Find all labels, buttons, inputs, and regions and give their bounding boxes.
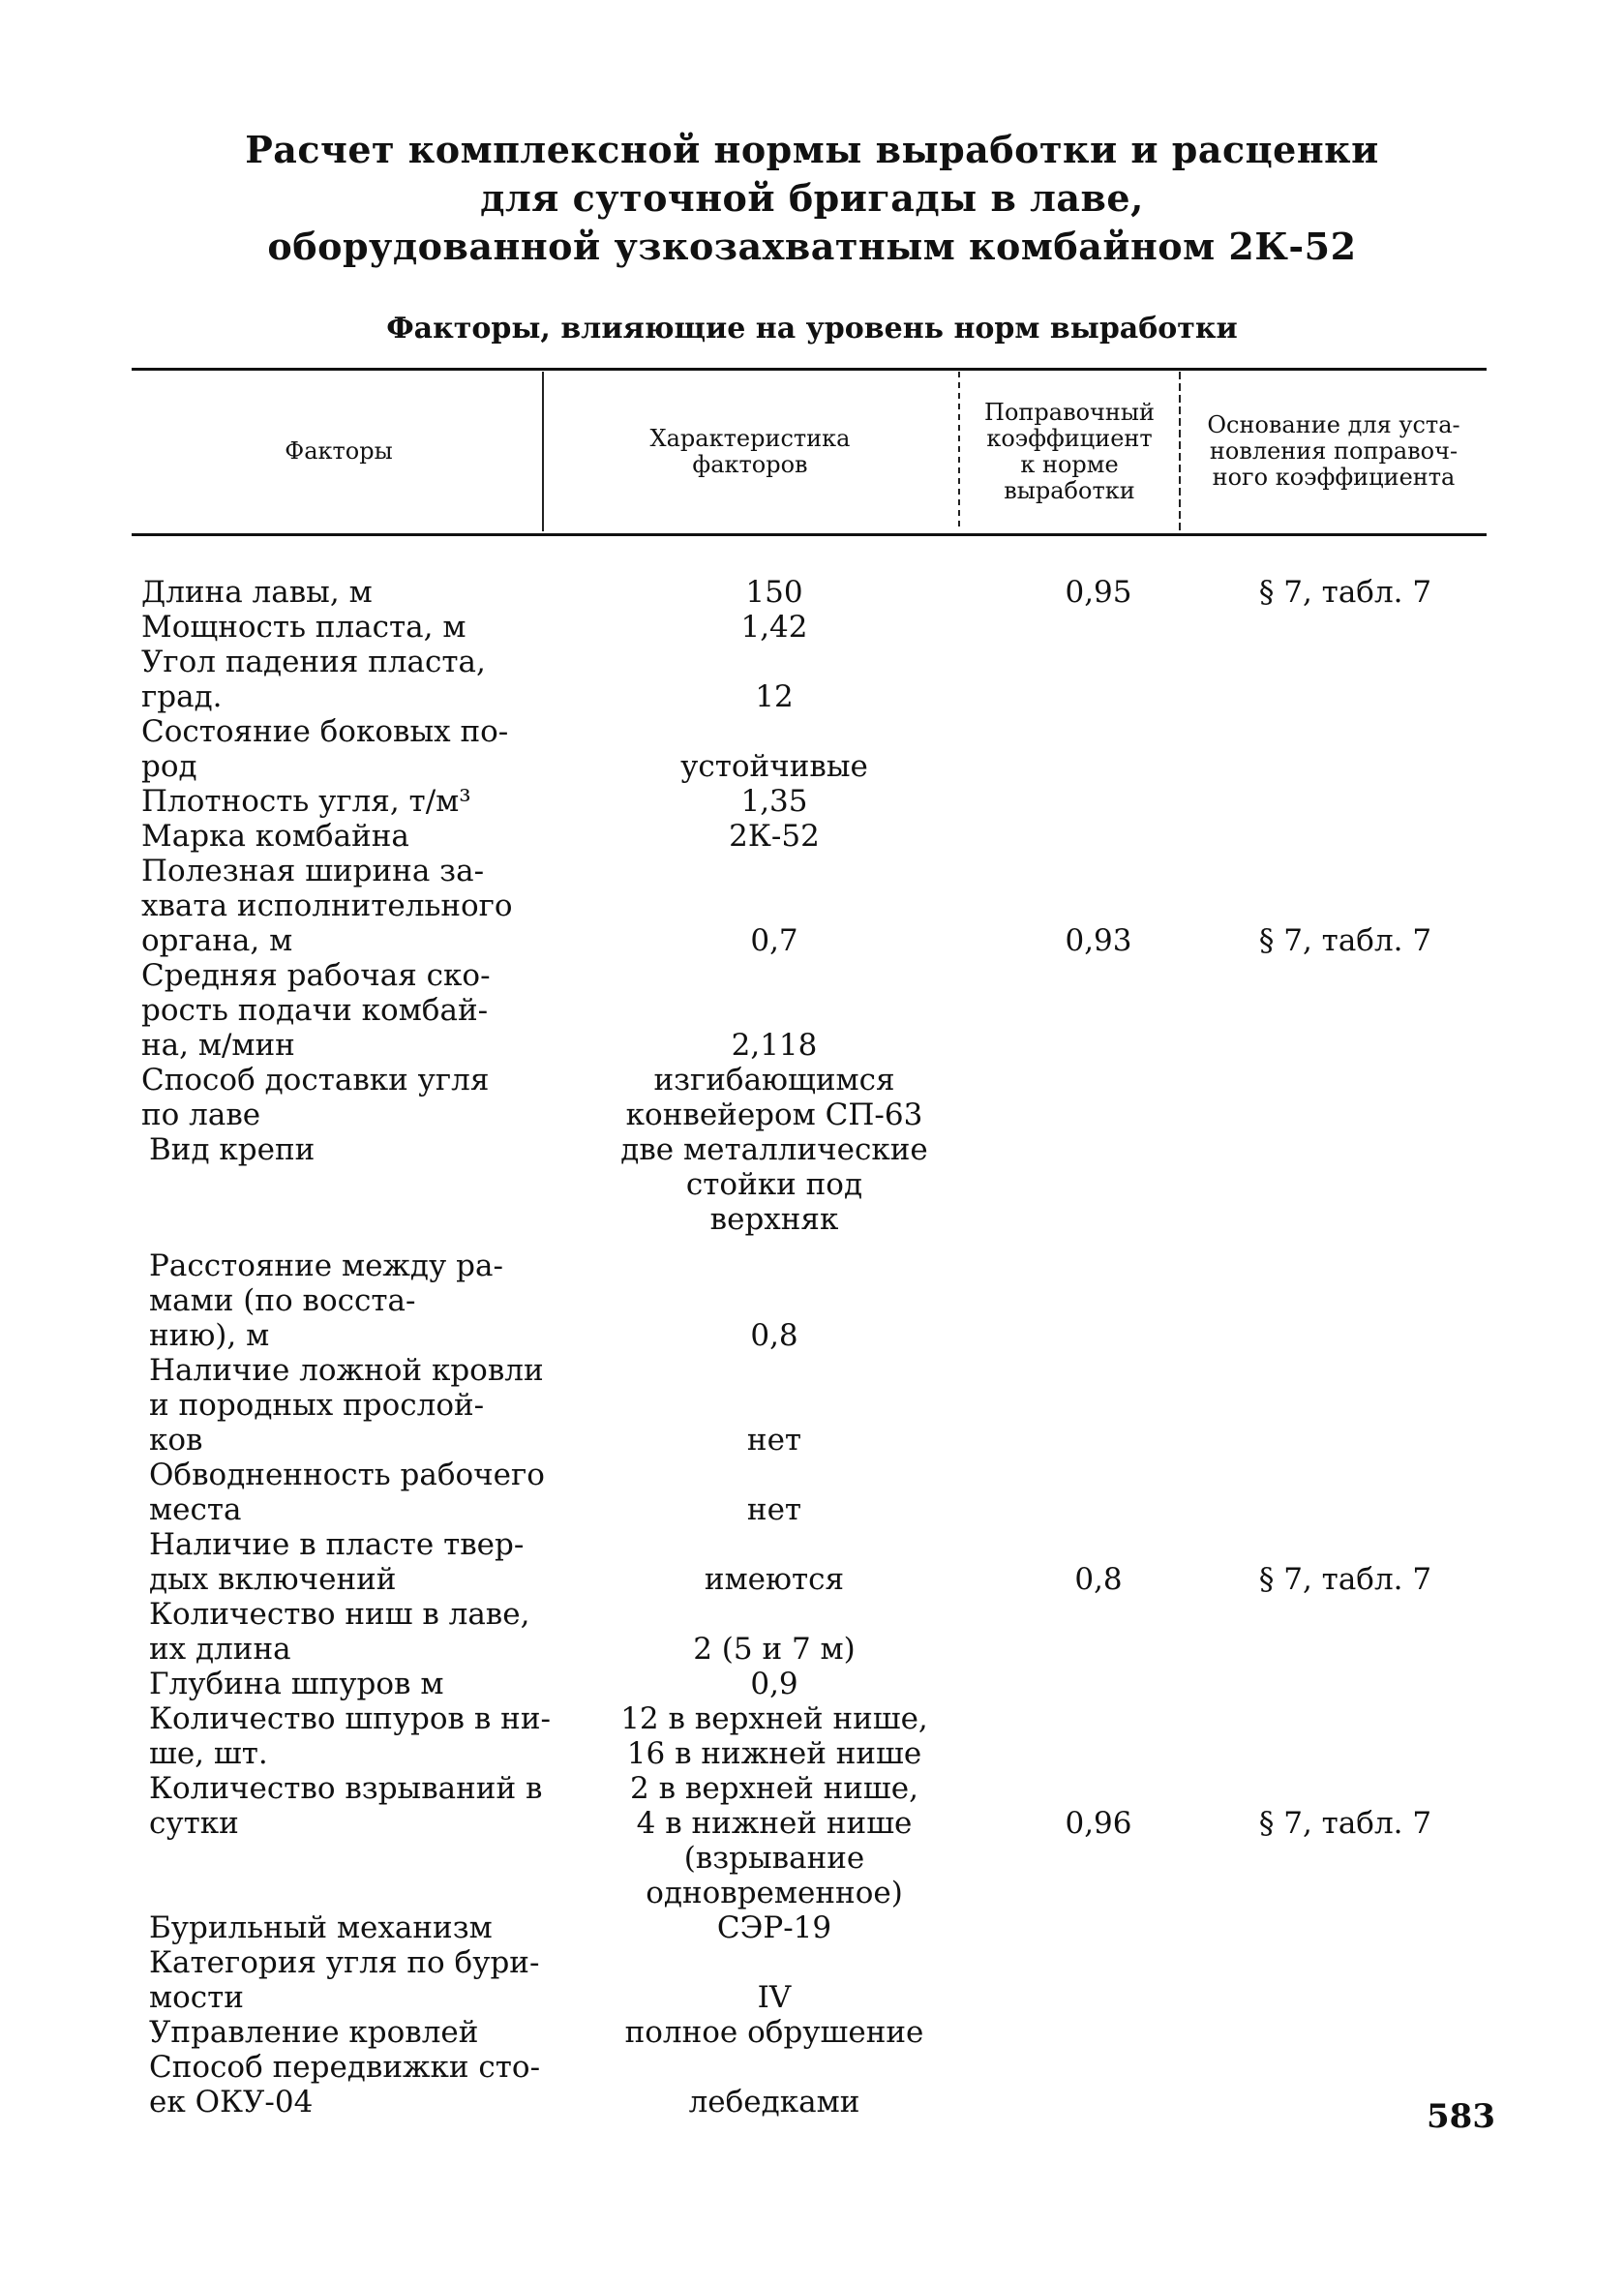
header-characteristic bbox=[544, 372, 956, 531]
title-line-2: для суточной бригады в лаве, bbox=[480, 176, 1144, 220]
characteristic-line: 0,8 bbox=[750, 1318, 798, 1353]
factor-cell bbox=[141, 645, 567, 714]
characteristic-line: 4 в нижней нише bbox=[636, 1806, 913, 1841]
factor-cell bbox=[149, 1597, 575, 1667]
characteristic-line: 2К-52 bbox=[729, 819, 820, 854]
factor-line: хвата исполнительного bbox=[141, 888, 513, 923]
factor-line: Количество взрываний в bbox=[149, 1771, 543, 1806]
factor-cell bbox=[149, 1667, 575, 1701]
coefficient-cell: 0,8 bbox=[1074, 1562, 1123, 1597]
factor-cell bbox=[141, 714, 567, 784]
characteristic-cell bbox=[581, 1771, 968, 1910]
characteristic-line: полное обрушение bbox=[624, 2015, 924, 2050]
factor-line: Глубина шпуров м bbox=[149, 1667, 444, 1701]
factor-line: Способ доставки угля bbox=[141, 1063, 490, 1097]
characteristic-cell bbox=[581, 784, 968, 819]
header-basis-line: Основание для уста- bbox=[1207, 411, 1460, 438]
factor-cell bbox=[149, 1527, 575, 1597]
factor-line: Способ передвижки сто- bbox=[149, 2050, 541, 2085]
characteristic-cell bbox=[581, 1910, 968, 1945]
factor-line: Мощность пласта, м bbox=[141, 610, 466, 645]
basis-cell: § 7, табл. 7 bbox=[1258, 1562, 1432, 1597]
factor-line: Обводненность рабочего bbox=[149, 1458, 545, 1492]
characteristic-line: нет bbox=[746, 1492, 802, 1527]
characteristic-line: 150 bbox=[745, 575, 803, 610]
characteristic-line: 12 bbox=[755, 679, 794, 714]
characteristic-line: 12 в верхней нише, bbox=[620, 1701, 928, 1736]
characteristic-cell bbox=[581, 575, 968, 610]
characteristic-line: 0,7 bbox=[750, 923, 798, 958]
factor-line: Полезная ширина за- bbox=[141, 854, 485, 888]
coefficient-cell: 0,96 bbox=[1065, 1806, 1132, 1841]
factor-line: Средняя рабочая ско- bbox=[141, 958, 491, 993]
header-basis bbox=[1181, 372, 1487, 531]
factor-line: дых включений bbox=[149, 1562, 397, 1597]
header-coefficient-line: Поправочный bbox=[984, 398, 1155, 426]
characteristic-cell bbox=[581, 749, 968, 784]
factor-cell bbox=[149, 1945, 575, 2015]
factor-cell bbox=[141, 610, 567, 645]
characteristic-cell bbox=[581, 2015, 968, 2050]
coefficient-cell: 0,95 bbox=[1065, 575, 1132, 610]
characteristic-cell bbox=[581, 610, 968, 645]
characteristic-line: 2 (5 и 7 м) bbox=[693, 1632, 856, 1667]
factor-cell bbox=[149, 1771, 575, 1841]
characteristic-cell bbox=[581, 1667, 968, 1701]
factor-line: Плотность угля, т/м³ bbox=[141, 784, 471, 819]
characteristic-cell bbox=[581, 1632, 968, 1667]
characteristic-line: конвейером СП-63 bbox=[625, 1097, 923, 1132]
factor-cell bbox=[141, 575, 567, 610]
factor-line: Бурильный механизм bbox=[149, 1910, 493, 1945]
basis-cell: § 7, табл. 7 bbox=[1258, 575, 1432, 610]
characteristic-cell bbox=[581, 1562, 968, 1597]
characteristic-line: (взрывание bbox=[683, 1841, 865, 1876]
factor-line: Длина лавы, м bbox=[141, 575, 373, 610]
factor-line: органа, м bbox=[141, 923, 293, 958]
characteristic-cell bbox=[581, 819, 968, 854]
factor-cell bbox=[149, 1458, 575, 1527]
header-characteristic-line: факторов bbox=[692, 450, 808, 478]
factor-line: град. bbox=[141, 679, 223, 714]
basis-cell: § 7, табл. 7 bbox=[1258, 923, 1432, 958]
characteristic-line: устойчивые bbox=[680, 749, 868, 784]
factor-cell bbox=[149, 1132, 575, 1167]
factor-line: Количество шпуров в ни- bbox=[149, 1701, 551, 1736]
characteristic-line: 16 в нижней нише bbox=[626, 1736, 922, 1771]
header-factors bbox=[135, 372, 542, 531]
characteristic-cell bbox=[581, 1318, 968, 1353]
factor-line: их длина bbox=[149, 1632, 291, 1667]
basis-cell: § 7, табл. 7 bbox=[1258, 1806, 1432, 1841]
factor-line: род bbox=[141, 749, 197, 784]
characteristic-line: нет bbox=[746, 1423, 802, 1458]
characteristic-cell bbox=[581, 1063, 968, 1132]
characteristic-cell bbox=[581, 1423, 968, 1458]
factor-line: Наличие в пласте твер- bbox=[149, 1527, 525, 1562]
characteristic-line: имеются bbox=[704, 1562, 845, 1597]
characteristic-line: 0,9 bbox=[750, 1667, 798, 1701]
factor-cell bbox=[149, 1701, 575, 1771]
factor-line: Марка комбайна bbox=[141, 819, 409, 854]
characteristic-line: изгибающимся bbox=[653, 1063, 895, 1097]
characteristic-line: IV bbox=[757, 1980, 792, 2015]
header-characteristic-line: Характеристика bbox=[649, 424, 851, 452]
factor-line: рость подачи комбай- bbox=[141, 993, 489, 1028]
header-basis-line: новления поправоч- bbox=[1209, 437, 1459, 465]
factor-line: ше, шт. bbox=[149, 1736, 268, 1771]
header-coefficient-line: выработки bbox=[1004, 476, 1135, 504]
factor-cell bbox=[141, 1063, 567, 1132]
characteristic-line: 2,118 bbox=[731, 1028, 818, 1063]
characteristic-line: 1,35 bbox=[740, 784, 808, 819]
characteristic-line: две металлические bbox=[620, 1132, 928, 1167]
factor-line: на, м/мин bbox=[141, 1028, 295, 1063]
factor-line: Управление кровлей bbox=[149, 2015, 479, 2050]
factor-line: Количество ниш в лаве, bbox=[149, 1597, 530, 1632]
header-basis-line: ного коэффициента bbox=[1212, 464, 1456, 491]
factor-line: ков bbox=[149, 1423, 203, 1458]
characteristic-line: лебедками bbox=[688, 2085, 860, 2120]
characteristic-cell bbox=[581, 1980, 968, 2015]
factor-line: Вид крепи bbox=[149, 1132, 316, 1167]
factor-line: и породных прослой- bbox=[149, 1388, 485, 1423]
characteristic-line: 1,42 bbox=[740, 610, 808, 645]
page-title bbox=[0, 126, 1624, 271]
characteristic-line: СЭР-19 bbox=[716, 1910, 832, 1945]
header-factors-line: Факторы bbox=[285, 437, 393, 465]
characteristic-line: стойки под bbox=[685, 1167, 863, 1202]
factor-line: мости bbox=[149, 1980, 244, 2015]
table-header-rule bbox=[132, 533, 1487, 536]
characteristic-line: одновременное) bbox=[646, 1876, 903, 1910]
characteristic-line: верхняк bbox=[709, 1202, 839, 1237]
factor-line: места bbox=[149, 1492, 242, 1527]
factor-cell bbox=[149, 2015, 575, 2050]
factor-line: ек ОКУ-04 bbox=[149, 2085, 314, 2120]
characteristic-line: 2 в верхней нише, bbox=[630, 1771, 918, 1806]
title-line-3: оборудованной узкозахватным комбайном 2К-52 bbox=[267, 225, 1357, 268]
header-coefficient-line: к норме bbox=[1020, 450, 1119, 478]
factor-line: Расстояние между ра- bbox=[149, 1248, 503, 1283]
header-coefficient-line: коэффициент bbox=[986, 424, 1153, 452]
coefficient-cell: 0,93 bbox=[1065, 923, 1132, 958]
factor-cell bbox=[149, 1910, 575, 1945]
factor-cell bbox=[141, 784, 567, 819]
factor-line: сутки bbox=[149, 1806, 239, 1841]
factor-line: Состояние боковых по- bbox=[141, 714, 509, 749]
characteristic-cell bbox=[581, 679, 968, 714]
table-top-rule bbox=[132, 368, 1487, 371]
factor-line: Категория угля по бури- bbox=[149, 1945, 540, 1980]
page-number: 583 bbox=[1427, 2097, 1495, 2136]
factor-cell bbox=[141, 819, 567, 854]
factor-line: по лаве bbox=[141, 1097, 261, 1132]
characteristic-cell bbox=[581, 1132, 968, 1237]
characteristic-cell bbox=[581, 1028, 968, 1063]
characteristic-cell bbox=[581, 923, 968, 958]
table-caption: Факторы, влияющие на уровень норм выработки bbox=[386, 312, 1238, 346]
characteristic-cell bbox=[581, 2085, 968, 2120]
factor-line: Наличие ложной кровли bbox=[149, 1353, 544, 1388]
factor-cell bbox=[149, 1353, 575, 1458]
factor-cell bbox=[149, 2050, 575, 2120]
characteristic-cell bbox=[581, 1701, 968, 1771]
factor-line: нию), м bbox=[149, 1318, 270, 1353]
factor-line: Угол падения пласта, bbox=[141, 645, 486, 679]
factor-cell bbox=[141, 958, 567, 1063]
characteristic-cell bbox=[581, 1492, 968, 1527]
header-coefficient bbox=[960, 372, 1179, 531]
factor-cell bbox=[149, 1248, 575, 1353]
factor-line: мами (по восста- bbox=[149, 1283, 416, 1318]
title-line-1: Расчет комплексной нормы выработки и расценки bbox=[245, 128, 1379, 171]
factor-cell bbox=[141, 854, 567, 958]
